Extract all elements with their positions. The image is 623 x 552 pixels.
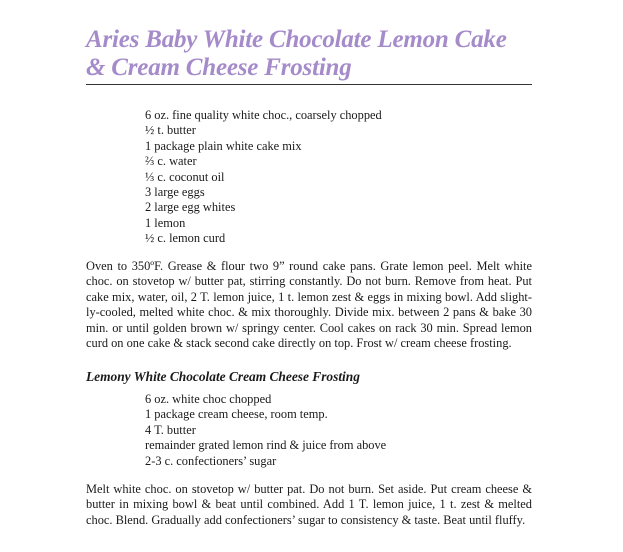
ingredient-item: 6 oz. white choc chopped [145, 392, 272, 406]
recipe-title-line1: Aries Baby White Chocolate Lemon Cake [86, 26, 507, 53]
ingredient-item: 6 oz. fine quality white choc., coarsely chopped [145, 108, 382, 122]
ingredient-item: ½ c. lemon curd [145, 231, 226, 246]
ingredient-item: remainder grated lemon rind & juice from above [145, 438, 387, 453]
frosting-directions: Melt white choc. on stovetop w/ butter pat. Do not burn. Set aside. Put cream cheese & butter in mixing bowl & beat until combined. Add 1 T. lemon juice, 1 t. zest & melted choc. Blend. Gradually add confectioners’ sugar to consistency & taste. Beat until fluffy. [86, 482, 532, 527]
ingredient-item: 3 large eggs [145, 185, 205, 200]
ingredient-item: ⅔ c. water [145, 154, 197, 169]
frosting-ingredient-list [145, 392, 386, 469]
ingredient-item: 1 lemon [145, 215, 186, 230]
ingredient-item: 4 T. butter [145, 422, 196, 437]
ingredient-item: 2-3 c. confectioners’ sugar [145, 453, 277, 468]
ingredient-item: ⅓ c. coconut oil [145, 169, 225, 184]
ingredient-item: 1 package plain white cake mix [145, 138, 302, 153]
frosting-title: Lemony White Chocolate Cream Cheese Frosting [86, 369, 360, 384]
cake-ingredient-list [145, 108, 382, 247]
recipe-title-line2: & Cream Cheese Frosting [86, 54, 352, 81]
title-divider [86, 84, 532, 85]
ingredient-item: 2 large egg whites [145, 200, 236, 215]
cake-directions: Oven to 350ºF. Grease & flour two 9” round cake pans. Grate lemon peel. Melt white choc. on stovetop w/ butter pat, stirring constantly. Do not burn. Remove from heat. Put cake mix, water, oil, 2 T. lemon juice, 1 t. lemon zest & eggs in mixing bowl. Add slightly-cooled, melted white choc. & mix thoroughly. Divide mix. between 2 pans & bake 30 min. or until golden brown w/ springy center. Cool cakes on rack 30 min. Spread lemon curd on one cake & stack second cake directly on top. Frost w/ cream cheese frosting. [86, 259, 532, 351]
ingredient-item: 1 package cream cheese, room temp. [145, 407, 328, 422]
ingredient-item: ½ t. butter [145, 123, 196, 138]
recipe-title [86, 26, 546, 82]
